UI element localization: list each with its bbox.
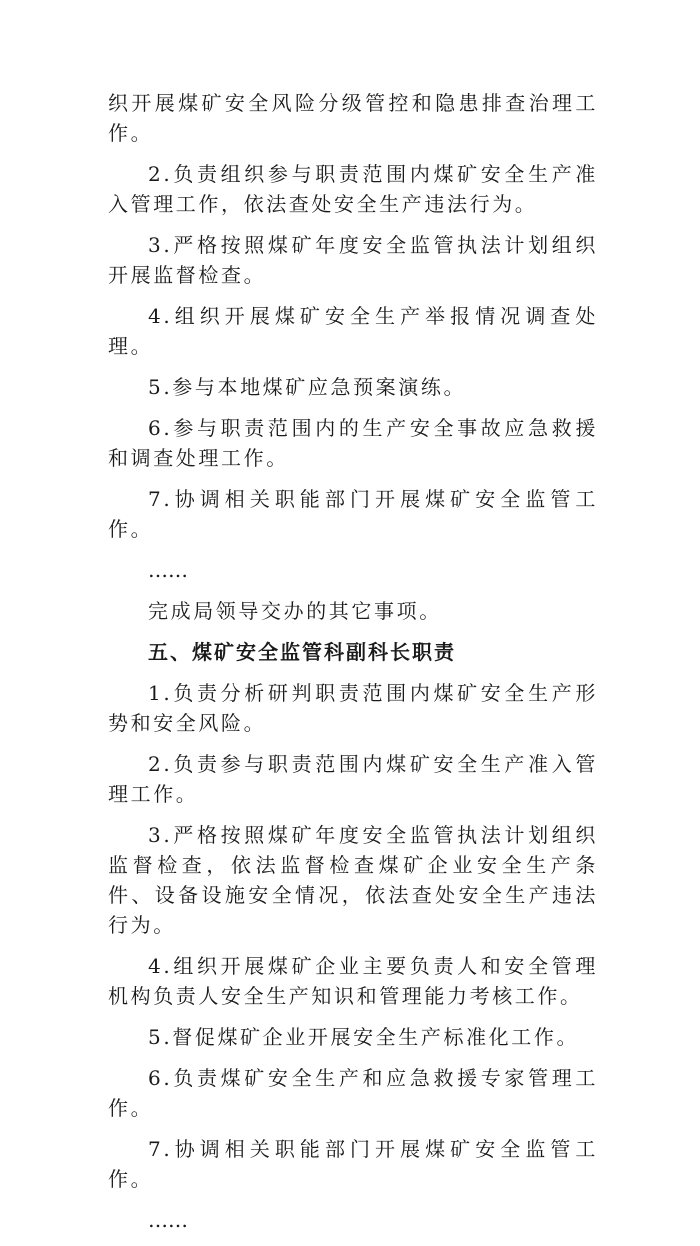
duty-item-5: 5.督促煤矿企业开展安全生产标准化工作。 [148,1025,580,1049]
duty-item-7: 7.协调相关职能部门开展煤矿安全监管工作。 [108,1137,598,1191]
list-item-6: 6.参与职责范围内的生产安全事故应急救援和调查处理工作。 [108,416,598,470]
duty-item-1: 1.负责分析研判职责范围内煤矿安全生产形势和安全风险。 [108,681,598,735]
duty-item-6: 6.负责煤矿安全生产和应急救援专家管理工作。 [108,1066,598,1120]
paragraph-continuation: 织开展煤矿安全风险分级管控和隐患排查治理工作。 [108,91,598,145]
list-item-5: 5.参与本地煤矿应急预案演练。 [148,375,467,399]
duty-item-2: 2.负责参与职责范围内煤矿安全生产准入管理工作。 [108,752,598,806]
ellipsis: …… [148,558,188,582]
list-item-2: 2.负责组织参与职责范围内煤矿安全生产准入管理工作，依法查处安全生产违法行为。 [108,162,598,216]
list-item-other-matters: 完成局领导交办的其它事项。 [148,599,442,623]
ellipsis-end: …… [148,1208,188,1232]
section-heading: 五、煤矿安全监管科副科长职责 [148,640,456,664]
list-item-4: 4.组织开展煤矿安全生产举报情况调查处理。 [108,304,598,358]
duty-item-3: 3.严格按照煤矿年度安全监管执法计划组织监督检查，依法监督检查煤矿企业安全生产条件、设备设施安全情况，依法查处安全生产违法行为。 [108,823,598,937]
duty-item-4: 4.组织开展煤矿企业主要负责人和安全管理机构负责人安全生产知识和管理能力考核工作。 [108,954,598,1008]
list-item-7: 7.协调相关职能部门开展煤矿安全监管工作。 [108,487,598,541]
document-body [108,88,598,1246]
list-item-3: 3.严格按照煤矿年度安全监管执法计划组织开展监督检查。 [108,233,598,287]
